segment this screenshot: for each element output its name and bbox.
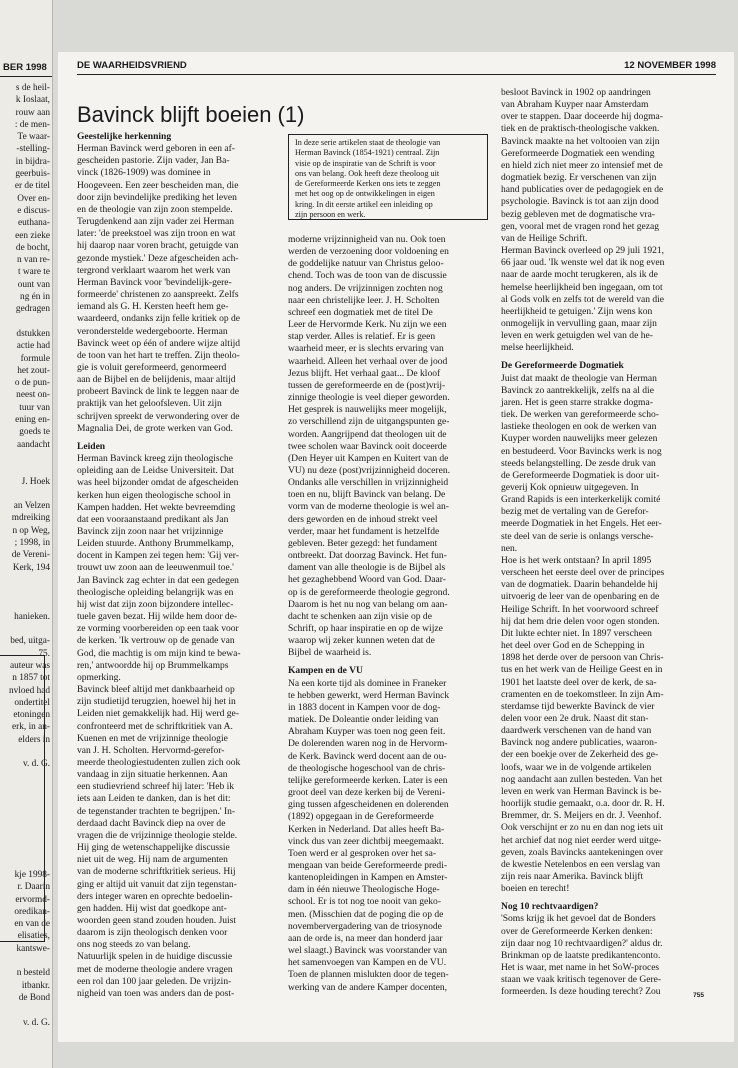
- text-line: groot deel van deze kerken bij de Vereni-: [288, 787, 446, 799]
- text-line: Magnalia Dei, de grote werken van God.: [77, 422, 233, 434]
- previous-page-line: [0, 463, 50, 475]
- previous-page-line: o de pun-: [14, 378, 50, 389]
- text-line: ze vorming voorbereiden op een taak voor: [77, 623, 239, 635]
- previous-page-line: v. d. G.: [22, 1017, 50, 1028]
- text-line: Gereformeerde Dogmatiek een wending: [501, 147, 655, 159]
- text-line: woorden geen stand zouden houden. Juist: [77, 915, 237, 926]
- text-line: Kuyper worden nauwelijks meer gelezen: [501, 433, 658, 445]
- text-line: God, die machtig is om mijn kind te bewa-: [77, 647, 241, 659]
- text-line: waarheid. Alleen het verhaal over de jood: [288, 355, 448, 367]
- text-line: veronderstelde wedergeboorte. Herman: [77, 325, 228, 337]
- text-line: matiek. De Doleantie onder leiding van: [288, 714, 439, 726]
- text-line: was heel bijzonder omdat de afgescheiden: [77, 477, 239, 489]
- intro-line: ons van belang. Ook heeft deze theoloog uit: [295, 168, 440, 178]
- text-line: (Den Heyer uit Kampen en Kuitert van de: [288, 452, 449, 464]
- text-line: meerde theologiestudenten zullen zich ook: [77, 756, 241, 768]
- text-line: de theologische hogeschool van de chris-: [288, 762, 446, 774]
- intro-line: de Gereformeerde Kerken ons iets te zeggen: [295, 179, 441, 189]
- text-line: Bavinck nog andere publicaties, waaron-: [501, 737, 658, 749]
- previous-page-line: tuur van: [19, 402, 50, 413]
- text-line: loofs, waar we in de volgende artikelen: [501, 761, 652, 773]
- text-line: verscheen het eerste deel over de principes: [501, 567, 665, 579]
- text-line: school. Er is tot nog toe nooit van geko-: [288, 896, 441, 908]
- text-line: aan de Bijbel en de belijdenis, maar altijd: [77, 374, 236, 386]
- previous-page-line: oredikan-: [14, 906, 50, 917]
- text-line: zijn reis naar Amerika. Bavinck blijft: [501, 871, 644, 882]
- text-line: schreef een dogmatiek met de titel De: [288, 306, 433, 318]
- text-line: vandaag in zijn situatie herkennen. Aan: [77, 769, 228, 781]
- previous-page-line: mdreiking: [11, 513, 50, 524]
- text-line: tus en het werk van de Heilige Geest en in: [501, 664, 663, 676]
- text-line: formeerde' christenen zo aanspreekt. Zelfs: [77, 289, 239, 301]
- previous-page-line: n van re-: [16, 255, 50, 266]
- previous-page-line: Over en-: [17, 193, 50, 204]
- text-line: Bavinck zo aantrekkelijk, zelfs na al die: [501, 384, 654, 396]
- text-line: Dit lukte echter niet. In 1897 verscheen: [501, 627, 652, 639]
- previous-page-line: v. d. G.: [22, 759, 50, 770]
- text-line: gie is voluit gereformeerd, genormeerd: [77, 361, 227, 373]
- text-line: staan we vaak kritisch tegenover de Gere-: [501, 974, 662, 986]
- text-line: ons nog steeds zo van belang.: [77, 939, 191, 951]
- text-line: der een boekje over de Zekerheid des ge-: [501, 749, 659, 761]
- previous-page-line: t ware te: [17, 267, 50, 278]
- text-line: ders integer waren en oprechte bedoelin-: [77, 890, 233, 902]
- text-line: Abraham Kuyper was toen nog geen feit.: [288, 726, 446, 738]
- previous-page-header: BER 1998: [3, 62, 47, 73]
- text-line: nog anders. De vrijzinnigen zochten nog: [288, 282, 443, 294]
- text-line: wel slaagt.) Bavinck was voorstander van: [288, 945, 448, 957]
- text-line: Bavinck zijn zoon naar het vrijzinnige: [77, 526, 224, 537]
- section-heading: Leiden: [77, 440, 106, 452]
- text-line: op is de gereformeerde theologie gegrond.: [288, 586, 450, 598]
- previous-page-line: r. Daarin: [17, 882, 50, 893]
- text-line: uitvoerig de leer van de openbaring en de: [501, 591, 660, 603]
- text-line: hand publicaties over de pedagogiek en de: [501, 184, 664, 196]
- text-line: de goddelijke natuur van Christus geloo-: [288, 258, 444, 270]
- text-line: bezig met de vertaling van de Gerefor-: [501, 506, 649, 518]
- previous-page-line: ening en-: [15, 415, 50, 426]
- previous-page-line: het zout-: [17, 365, 50, 376]
- text-line: zijn daar nog 10 rechtvaardigen?' aldus dr.: [501, 937, 663, 949]
- previous-page-line: geerbuis-: [15, 169, 50, 180]
- text-line: Kuenen en met de vrijzinnige theologie: [77, 732, 228, 744]
- text-line: en bestudeerd. Voor Bavincks werk is nog: [501, 445, 662, 457]
- text-line: de kwestie Netelenbos en een verslag van: [501, 858, 661, 870]
- text-line: al Gods volk en zelfs tot de wereld van die: [501, 293, 665, 305]
- text-line: het samenvoegen van Kampen en de VU.: [288, 957, 447, 969]
- text-line: Terugdenkend aan zijn vader zei Herman: [77, 216, 235, 228]
- text-line: Herman Bavinck kreeg zijn theologische: [77, 453, 233, 465]
- text-line: Bremmer, dr. S. Meijers en dr. J. Veenhof.: [501, 810, 662, 822]
- previous-page-line: erk, in an-: [12, 722, 50, 733]
- text-line: ging er altijd uit vanuit dat zijn tegenstan-: [77, 878, 237, 890]
- section-heading: Geestelijke herkenning: [77, 131, 172, 142]
- intro-line: Herman Bavinck (1854-1921) centraal. Zijn: [295, 148, 440, 158]
- text-line: de Gereformeerde Dogmatiek is door uit-: [501, 469, 660, 481]
- text-line: en hield zich niet meer zo intensief met de: [501, 159, 663, 171]
- previous-page-line: de Bond: [18, 992, 50, 1003]
- text-line: geverij Kok opnieuw uitgegeven. In: [501, 482, 639, 493]
- text-line: meerde Dogmatiek in het Engels. Het eer-: [501, 518, 662, 530]
- text-line: aan de orde is, na meer dan honderd jaar: [288, 932, 443, 944]
- text-line: Bijbel de waarheid is.: [288, 647, 372, 659]
- text-line: gen, vooral met de vragen rond het gezag: [501, 220, 659, 232]
- previous-page-line: J. Hoek: [21, 476, 50, 487]
- previous-page-line: nvloed had: [8, 685, 50, 696]
- text-line: hij daarop naar voren bracht, getuigde van: [77, 240, 239, 252]
- text-line: Brinkman op de laatste predikantenconto.: [501, 949, 661, 961]
- text-line: en de theologie van zijn zoon stempelde.: [77, 203, 233, 215]
- text-line: de tegenstander trachten te begrijpen.' In-: [77, 805, 236, 817]
- text-line: probeert Bavinck de link te leggen naar de: [77, 386, 239, 398]
- text-line: Kerken in Nederland. Dat alles heeft Ba-: [288, 823, 445, 835]
- text-line: vorm van de moderne theologie is wel an-: [288, 501, 449, 513]
- publication-name: DE WAARHEIDSVRIEND: [77, 60, 187, 71]
- text-line: leven en werk van Herman Bavinck is be-: [501, 785, 662, 797]
- previous-page-line: n besteld: [16, 968, 50, 979]
- text-line: over te stappen. Daar doceerde hij dogma-: [501, 111, 663, 123]
- text-line: van J. H. Scholten. Hervormd-gerefor-: [77, 744, 225, 756]
- text-line: Het is waar, met name in het SoW-proces: [501, 962, 660, 974]
- previous-page-line: ervormd-: [15, 894, 50, 905]
- previous-page-line: elisaties,: [17, 931, 50, 942]
- previous-page-line: ng én in: [20, 292, 50, 303]
- previous-page-line: en van de: [14, 919, 50, 930]
- text-line: trouwt uw zoon aan de leeuwenmuil toe.': [77, 562, 234, 574]
- text-line: te hebben gewerkt, werd Herman Bavinck: [288, 689, 450, 701]
- text-line: vinck (1826-1909) was dominee in: [77, 167, 211, 179]
- text-line: steeds belangstelling. De zesde druk van: [501, 457, 656, 469]
- text-line: tussen de gereformeerde en de (post)vrij-: [288, 379, 446, 391]
- previous-page-line: [0, 1004, 50, 1016]
- previous-page-line: neest on-: [16, 390, 50, 401]
- text-line: worden. Aangrijpend dat theologen uit de: [288, 428, 447, 440]
- text-line: later: 'de preekstoel was zijn troon en wat: [77, 228, 236, 240]
- text-line: Leer de Hervormde Kerk. Nu zijn we een: [288, 319, 447, 331]
- text-line: een studievriend schreef hij later: 'Heb ik: [77, 781, 235, 793]
- text-line: ontbreekt. Dat doorzag Bavinck. Het fun-: [288, 550, 447, 562]
- text-line: toen en nu, blijft Bavinck van belang. De: [288, 489, 446, 501]
- text-line: de Kerk. Bavinck werd docent aan de ou-: [288, 750, 447, 762]
- text-line: ren,' antwoordde hij op Brummelkamps: [77, 659, 229, 671]
- text-line: sterdamse tijd bewerkte Bavinck de vier: [501, 700, 655, 712]
- text-line: zinnige theologie is veel dieper geworden.: [288, 392, 450, 404]
- previous-page-line: hanieken.: [14, 611, 50, 622]
- text-line: De dolerenden waren nog in de Hervorm-: [288, 738, 448, 750]
- text-line: Juist dat maakt de theologie van Herman: [501, 372, 657, 384]
- text-line: Toen de plannen mislukten door de tegen-: [288, 969, 449, 981]
- text-line: hij dat hem drie delen voor ogen stonden.: [501, 615, 660, 627]
- text-line: verder, maar het fundament is hetzelfde: [288, 525, 440, 537]
- text-line: werden de verzoening door voldoening en: [288, 246, 449, 258]
- text-line: melse heerlijkheid.: [501, 342, 574, 354]
- previous-page-line: elders in: [18, 734, 50, 745]
- text-line: van de dogmatiek. Daarin behandelde hij: [501, 579, 658, 591]
- page-number: 755: [693, 992, 704, 999]
- text-line: Na een korte tijd als dominee in Franeker: [288, 677, 447, 689]
- text-line: dogmatiek bezig. Er verschenen van zijn: [501, 172, 657, 184]
- text-line: delen voor een 2e druk. Naast dit stan-: [501, 712, 649, 724]
- text-line: hoorlijk studie gemaakt, o.a. door dr. R. H.: [501, 798, 665, 810]
- previous-page-line: kantswe-: [16, 943, 50, 954]
- text-line: iemand als G. H. Kersten heeft hem ge-: [77, 301, 229, 313]
- text-line: gen hadden. Hij wist dat goedkope ant-: [77, 902, 227, 914]
- text-line: (1892) opgegaan in de Gereformeerde: [288, 811, 434, 823]
- intro-line: kring. In dit eerste artikel een inleiding op: [295, 199, 433, 209]
- text-line: geven, zoals Bavincks aantekeningen over: [501, 846, 663, 858]
- text-line: docent in Kampen zei tegen hem: 'Gij ver-: [77, 550, 239, 562]
- article-column-3: [501, 87, 665, 999]
- text-line: gebleven. Beter gezegd: het fundament: [288, 537, 438, 549]
- previous-page-line: e discus-: [17, 205, 50, 216]
- text-line: Schrift, op haar inspiratie en op de wijze: [288, 623, 443, 634]
- previous-page-line: de bocht,: [15, 242, 50, 253]
- text-line: leven en werk getuigden wel van de he-: [501, 330, 653, 342]
- text-line: ders geworden en de inhoud strekt veel: [288, 513, 438, 525]
- previous-page-line: rouw aan: [15, 107, 50, 118]
- previous-page-line: aandacht: [16, 439, 50, 450]
- previous-page-line: goeds te: [19, 427, 50, 438]
- text-line: zo verschillend zijn de uitgangspunten ge-: [288, 416, 450, 428]
- previous-page-line: -stelling-: [16, 144, 50, 155]
- text-line: dament van alle theologie is de Bijbel als: [288, 562, 446, 574]
- text-line: Leiden stuurde. Anthony Brummelkamp,: [77, 538, 234, 550]
- running-header: [77, 60, 716, 75]
- previous-page-line: [0, 598, 50, 610]
- previous-page-line: ondertitel: [14, 697, 50, 708]
- previous-page-line: gedragen: [15, 304, 50, 315]
- previous-page-line: s de heil-: [15, 83, 50, 93]
- text-line: VU) nu deze (post)vrijzinnigheid doceren.: [288, 464, 450, 476]
- intro-line: In deze serie artikelen staat de theologie van: [295, 138, 441, 147]
- text-line: bezig gebleven met de dogmatische vra-: [501, 208, 656, 220]
- article-title: Bavinck blijft boeien (1): [77, 102, 305, 127]
- text-line: Het gesprek is nauwelijks meer mogelijk,: [288, 404, 447, 416]
- section-heading: Kampen en de VU: [288, 665, 363, 677]
- text-line: waarop wij zeker kunnen weten dat de: [288, 635, 435, 647]
- intro-box: [288, 134, 488, 220]
- text-line: nog aandacht aan zullen besteden. Van het: [501, 773, 663, 785]
- text-line: vragen die de vrijzinnige theologie stelde.: [77, 829, 238, 841]
- previous-page-line: : de men-: [14, 119, 50, 130]
- previous-page-line: [0, 623, 50, 635]
- previous-page-line: een zieke: [15, 230, 50, 241]
- text-line: 1901 het laatste deel over de kerk, de sa-: [501, 676, 657, 688]
- previous-page-line: euthana-: [17, 218, 50, 229]
- previous-page-line: Te waar-: [17, 132, 50, 143]
- previous-page-line: formule: [20, 353, 50, 364]
- text-line: chend. Toch was de toon van de discussie: [288, 270, 447, 282]
- text-line: opmerking.: [77, 671, 121, 683]
- previous-page-line: etoningen: [13, 710, 50, 721]
- section-heading: De Gereformeerde Dogmatiek: [501, 360, 624, 372]
- text-line: naar een christelijke leer. J. H. Scholten: [288, 294, 440, 306]
- previous-page-line: in bijdra-: [15, 156, 50, 167]
- text-line: hij wist dat zijn zoon bijzondere intellec-: [77, 598, 234, 610]
- previous-page-box: [0, 655, 45, 942]
- previous-page-line: bed, uitga-: [10, 636, 50, 647]
- text-line: gezonde mystiek.' Deze afgescheiden ach-: [77, 252, 239, 264]
- text-line: waarheid meer, er is slechts ervaring van: [288, 343, 444, 355]
- text-line: theologische opleiding belangrijk was en: [77, 586, 234, 598]
- text-line: naar de aarde mocht terugkeren, als ik de: [501, 269, 658, 281]
- text-line: lastieke theologen en ook de werken van: [501, 421, 657, 433]
- text-line: Hoogeveen. Een zeer bescheiden man, die: [77, 179, 239, 191]
- text-line: Hij ging de wetenschappelijke discussie: [77, 842, 230, 854]
- text-line: Grand Rapids is een interkerkelijk comité: [501, 494, 661, 506]
- text-line: derdaad dacht Bavinck diep na over de: [77, 817, 226, 829]
- text-line: Herman Bavinck overleed op 29 juli 1921,: [501, 245, 665, 257]
- text-line: nen.: [501, 542, 518, 554]
- previous-page-line: auteur was: [9, 660, 50, 671]
- text-line: novembervergadering van de triosynode: [288, 920, 442, 932]
- text-line: niet uit de weg. Hij nam de argumenten: [77, 854, 228, 866]
- intro-line: visie op de inspiratie van de Schrift is voor: [295, 158, 436, 168]
- previous-page-line: [0, 451, 50, 463]
- text-line: in 1883 docent in Kampen voor de dog-: [288, 701, 441, 713]
- text-line: dacht te schenken aan zijn visie op de: [288, 610, 432, 622]
- article-column-2: [288, 234, 450, 994]
- text-line: ste deel van de serie is onlangs versche-: [501, 530, 654, 542]
- previous-page-line: n op Weg,: [12, 525, 50, 536]
- text-line: formeerden. Is deze houding terecht? Zou: [501, 986, 661, 998]
- text-line: het deel over God en de Schepping in: [501, 640, 645, 652]
- text-line: heerlijkheid te getuigen.' Zijn wens kon: [501, 305, 653, 317]
- previous-page-line: [0, 488, 50, 500]
- text-line: confronteerd met de schriftkritiek van A.: [77, 720, 233, 732]
- text-line: de kerken. 'Ik vertrouw op de genade van: [77, 635, 235, 647]
- text-line: werking van de andere Kamper docenten,: [288, 981, 448, 993]
- text-line: mengaan van beide Gereformeerde predi-: [288, 859, 448, 871]
- text-line: Jezus blijft. Het verhaal gaat... De kloof: [288, 367, 441, 379]
- text-line: Natuurlijk spelen in de huidige discussie: [77, 951, 233, 963]
- previous-page-line: [0, 586, 50, 598]
- previous-page-line: kje 1998-: [14, 870, 50, 880]
- text-line: onmogelijk in vervulling gaan, maar zijn: [501, 317, 657, 329]
- previous-page-line: dstukken: [16, 328, 50, 339]
- text-line: ging tussen afgescheidenen en dolerenden: [288, 799, 449, 811]
- text-line: kerken hun eigen theologische school in: [77, 489, 231, 501]
- text-line: tiek. De werken van gereformeerde scho-: [501, 409, 659, 421]
- text-line: van de moderne schriftkritiek serieus. Hij: [77, 866, 236, 878]
- text-line: gescheiden pastorie. Zijn vader, Jan Ba-: [77, 155, 230, 167]
- previous-page-line: ount van: [17, 279, 50, 290]
- text-line: de toon van het hart te treffen. Zijn theolo-: [77, 349, 240, 361]
- text-line: iets aan Leiden te danken, dan is het dit:: [77, 793, 231, 805]
- text-line: nigheid van toen was anders dan de post-: [77, 987, 235, 999]
- intro-line: zijn persoon en werk.: [295, 210, 366, 220]
- text-line: opleiding aan de Leidse Universiteit. Dat: [77, 465, 234, 477]
- text-line: daarom is zijn theologisch denken voor: [77, 927, 228, 939]
- text-line: Hoe is het werk ontstaan? In april 1895: [501, 554, 652, 566]
- text-line: 1898 het derde over de persoon van Chris-: [501, 652, 664, 664]
- previous-page-line: [0, 316, 50, 328]
- previous-page-line: [0, 574, 50, 586]
- text-line: moderne vrijzinnigheid van nu. Ook toen: [288, 234, 446, 245]
- text-line: Ook verschijnt er zo nu en dan nog iets uit: [501, 822, 663, 834]
- text-line: schrijven spreekt de verwondering over de: [77, 410, 240, 422]
- text-line: Herman Bavinck werd geboren in een af-: [77, 143, 235, 155]
- text-line: zijn studietijd terugzien, hoewel hij het in: [77, 696, 236, 708]
- previous-page-line: Kerk, 194: [12, 562, 50, 573]
- text-line: Bavinck bleef altijd met dankbaarheid op: [77, 684, 235, 696]
- text-line: van Abraham Kuyper naar Amsterdam: [501, 99, 649, 111]
- text-line: men. (Misschien dat de poging die op de: [288, 908, 444, 920]
- text-line: Herman Bavinck voor 'bevindelijk-gere-: [77, 276, 232, 288]
- previous-page-line: an Velzen: [13, 501, 50, 512]
- section-heading: Nog 10 rechtvaardigen?: [501, 901, 599, 913]
- text-line: dam in één nieuwe Theologische Hoge-: [288, 884, 440, 896]
- text-line: met de moderne theologie andere vragen: [77, 963, 233, 975]
- text-line: tuele gaven bezat. Hij wilde hem door de-: [77, 611, 238, 623]
- previous-page-line: er de titel: [14, 181, 50, 192]
- previous-page-line: n 1857 tot: [12, 673, 50, 684]
- text-line: een rol dan 100 jaar geleden. De vrijzin-: [77, 975, 232, 987]
- text-line: het archief dat nog niet eerder werd uitge-: [501, 834, 662, 846]
- text-line: door zijn bevindelijke prediking het leven: [77, 191, 237, 203]
- issue-date: 12 NOVEMBER 1998: [624, 60, 716, 71]
- text-line: over de Gereformeerde Kerken denken:: [501, 925, 653, 937]
- text-line: tergrond verklaart waarom het werk van: [77, 264, 231, 276]
- text-line: besloot Bavinck in 1902 op aandringen: [501, 87, 651, 98]
- text-line: Kampen hadden. Het wekte bevreemding: [77, 501, 236, 513]
- text-line: Bavinck maakte na het voltooien van zijn: [501, 135, 660, 147]
- intro-line: met het oog op de ontwikkelingen in eigen: [295, 189, 435, 199]
- page: [58, 52, 734, 1042]
- text-line: 66 jaar oud. 'Ik wenste wel dat ik nog even: [501, 257, 665, 269]
- text-line: telijke gereformeerde kerken. Later is een: [288, 774, 448, 786]
- article-column-1: [77, 131, 241, 1000]
- text-line: daardwerk verschenen van de hand van: [501, 725, 652, 737]
- text-line: het gezaghebbend Woord van God. Daar-: [288, 574, 446, 586]
- text-line: kantenopleidingen in Kampen en Amster-: [288, 872, 448, 884]
- text-line: boeien en terecht!: [501, 883, 570, 895]
- text-line: Toen werd er al gesproken over het sa-: [288, 847, 437, 859]
- previous-page-line: de Vereni-: [11, 550, 50, 561]
- text-line: 'Soms krijg ik het gevoel dat de Bonders: [501, 913, 656, 925]
- previous-page-strip: [0, 0, 53, 1068]
- text-line: Heilige Schrift. In het voorwoord schreef: [501, 603, 659, 615]
- text-line: tiek en de praktisch-theologische vakken.: [501, 123, 660, 135]
- text-line: stap verder. Alles is relatief. Er is geen: [288, 331, 436, 343]
- text-line: Bavinck weet op één of andere wijze altijd: [77, 337, 241, 349]
- text-line: jaren. Het is geen starre strakke dogma-: [501, 396, 653, 408]
- text-line: Ondanks alle verschillen in vrijzinnigheid: [288, 477, 449, 489]
- text-line: van de Heilige Schrift.: [501, 232, 588, 244]
- previous-page-rule: [0, 76, 52, 77]
- text-line: Leiden niet gemakkelijk had. Hij werd ge-: [77, 708, 239, 720]
- text-line: twee scholen waar Bavinck ooit doceerde: [288, 440, 447, 452]
- previous-page-line: actie had: [16, 341, 50, 352]
- previous-page-line: 75.: [38, 648, 50, 659]
- text-line: praktijk van het geloofsleven. Uit zijn: [77, 398, 222, 410]
- previous-page-line: k Ioslaat,: [15, 95, 50, 106]
- text-line: cramenten en de toekomstleer. In zijn Am-: [501, 688, 664, 700]
- previous-page-line: ; 1998, in: [14, 537, 50, 548]
- text-line: Jan Bavinck zag echter in dat een gedegen: [77, 574, 239, 586]
- text-line: hemelse heerlijkheid ben ingegaan, om tot: [501, 281, 663, 293]
- previous-page-line: [0, 955, 50, 967]
- text-line: psychologie. Bavinck is tot aan zijn dood: [501, 196, 659, 208]
- text-line: waardeerd, ondanks zijn felle kritiek op de: [77, 313, 241, 325]
- previous-page-line: itbankr.: [21, 980, 50, 991]
- text-line: dat een vooraanstaand predikant als Jan: [77, 513, 229, 525]
- text-line: vinck dus van zeer dichtbij meegemaakt.: [288, 835, 444, 847]
- text-line: Daarom is het nu nog van belang om aan-: [288, 598, 448, 610]
